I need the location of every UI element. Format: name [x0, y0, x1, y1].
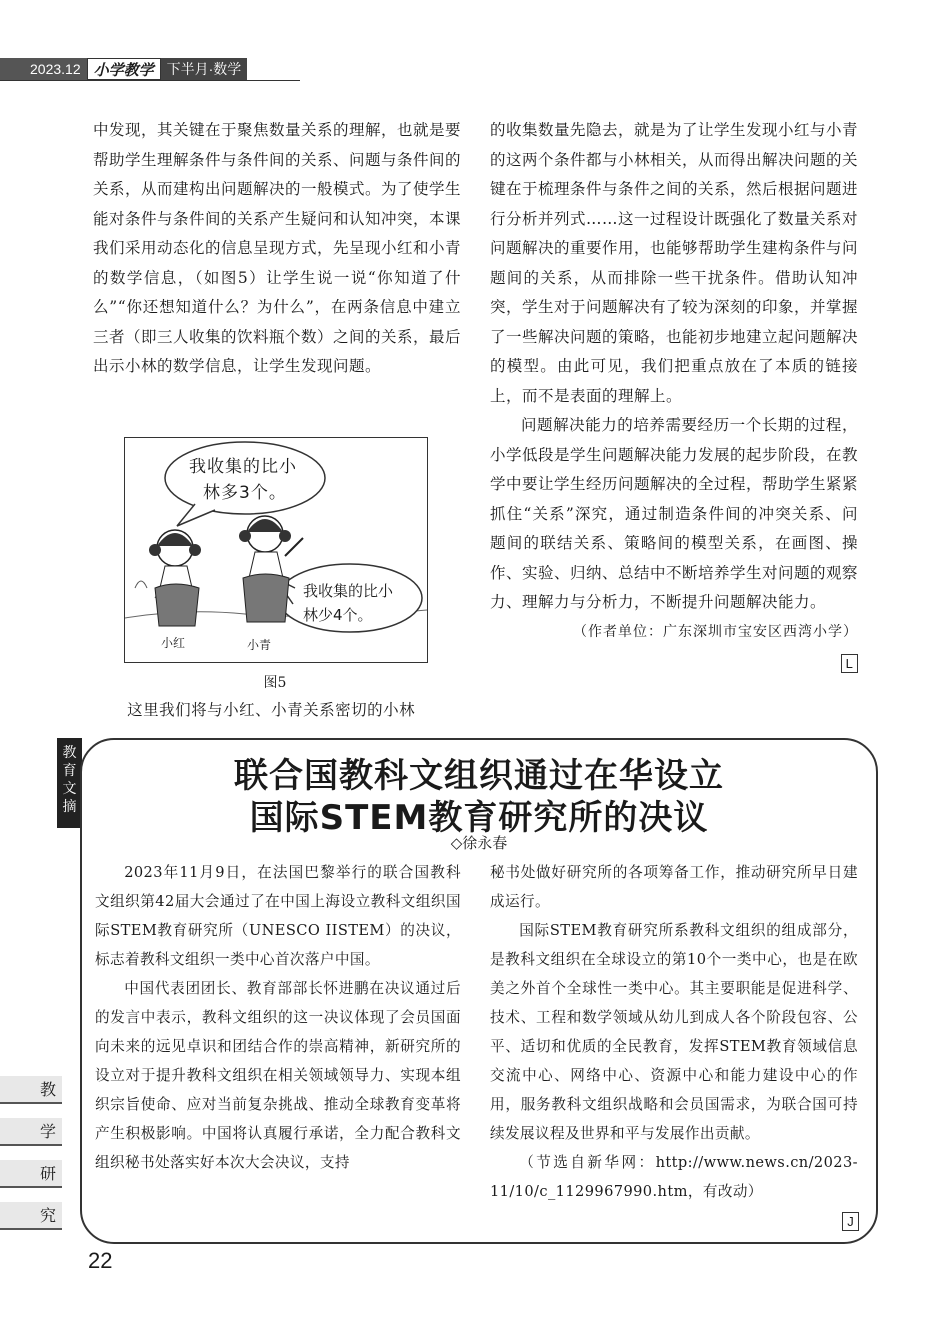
- tab-char: 教: [62, 745, 77, 761]
- digest-paragraph: 2023年11月9日，在法国巴黎举行的联合国教科文组织第42届大会通过了在中国上海设立教科文组织国际STEM教育研究所（UNESCO IISTEM）的决议，标志着教科文组织一类中心首次落户中国。: [95, 864, 461, 968]
- sidebar-label-yan: 研: [0, 1160, 62, 1188]
- digest-title-line1: 联合国教科文组织通过在华设立: [234, 756, 724, 796]
- header-magazine-name: 小学教学: [87, 58, 161, 80]
- page-number: 22: [88, 1248, 113, 1273]
- digest-source: （节选自新华网：http://www.news.cn/2023-11/10/c_1129967990.htm，有改动）: [490, 1154, 858, 1200]
- digest-left-column: [95, 858, 461, 1177]
- article-paragraph: 问题解决能力的培养需要经历一个长期的过程，小学低段是学生问题解决能力发展的起步阶段，在教学中要让学生经历问题解决的全过程，帮助学生紧紧抓住“关系”深究，通过制造条件间的冲突关系、问题间的联结关系、策略间的模型关系，在画图、操作、实验、归纳、总结中不断培养学生对问题的观察力、理解力与分析力，不断提升问题解决能力。: [490, 416, 859, 611]
- article-paragraph: 中发现，其关键在于聚焦数量关系的理解，也就是要帮助学生理解条件与条件间的关系、问题与条件间的关系，从而建构出问题解决的一般模式。为了使学生能对条件与条件间的关系产生疑问和认知冲突，本课我们采用动态化的信息呈现方式，先呈现小红和小青的数学信息，（如图5）让学生说一说“你知道了什么”“你还想知道什么？为什么”，在两条信息中建立三者（即三人收集的饮料瓶个数）之间的关系，最后出示小林的数学信息，让学生发现问题。: [93, 121, 462, 375]
- digest-right-column: [490, 858, 858, 1206]
- digest-title-line2: 国际STEM教育研究所的决议: [249, 798, 709, 838]
- header-rule: [0, 80, 300, 81]
- article-left-column: [93, 116, 461, 382]
- digest-paragraph: 中国代表团团长、教育部部长怀进鹏在决议通过后的发言中表示，教科文组织的这一决议体现了会员国面向未来的远见卓识和团结合作的崇高精神，新研究所的设立对于提升教科文组织在相关领域领导力、实现本组织宗旨使命、应对当前复杂挑战、推动全球教育变革将产生积极影响。中国将认真履行承诺，全力配合教科文组织秘书处落实好本次大会决议，支持: [95, 980, 461, 1171]
- header-date: 2023.12: [0, 58, 87, 80]
- author-affiliation: （作者单位：广东深圳市宝安区西湾小学）: [573, 623, 858, 640]
- label-xiaohong: 小红: [161, 636, 186, 650]
- figure-5-illustration: [124, 437, 428, 663]
- header-issue: 下半月·数学: [161, 58, 248, 80]
- article-paragraph: 这里我们将与小红、小青关系密切的小林: [127, 701, 416, 719]
- running-header: [0, 58, 247, 80]
- digest-author: ◇徐永春: [450, 834, 508, 852]
- tab-char: 文: [62, 781, 77, 797]
- article-left-tail: [93, 696, 461, 726]
- figure-caption: 图5: [263, 675, 287, 691]
- sidebar-label-xue: 学: [0, 1118, 62, 1146]
- label-xiaoqing: 小青: [247, 638, 272, 652]
- sidebar-label-jiao: 教: [0, 1076, 62, 1104]
- tab-char: 育: [62, 763, 77, 779]
- speech-bubble-1-line1: 我收集的比小: [189, 457, 297, 477]
- digest-paragraph: 国际STEM教育研究所系教科文组织的组成部分，是教科文组织在全球设立的第10个一类中心，也是在欧美之外首个全球性一类中心。其主要职能是促进科学、技术、工程和数学领域从幼儿到成人各个阶段包容、公平、适切和优质的全民教育，发挥STEM教育领域信息交流中心、网络中心、资源中心和能力建设中心的作用，服务教科文组织战略和会员国需求，为联合国可持续发展议程及世界和平与发展作出贡献。: [490, 922, 858, 1142]
- digest-end-mark: J: [842, 1212, 859, 1231]
- sidebar-label-jiu: 究: [0, 1202, 62, 1230]
- end-mark: L: [841, 654, 858, 673]
- section-tab-education-digest: [57, 738, 82, 828]
- digest-paragraph: 秘书处做好研究所的各项筹备工作，推动研究所早日建成运行。: [490, 864, 858, 910]
- speech-bubble-2-line2: 林少4个。: [303, 606, 373, 624]
- speech-bubble-1-line2: 林多3个。: [203, 483, 287, 503]
- article-paragraph: 的收集数量先隐去，就是为了让学生发现小红与小青的这两个条件都与小林相关，从而得出解决问题的关键在于梳理条件与条件之间的关系，然后根据问题进行分析并列式……这一过程设计既强化了数量关系对问题解决的重要作用，也能够帮助学生建构条件与问题间的关系，从而排除一些干扰条件。借助认知冲突，学生对于问题解决有了较为深刻的印象，并掌握了一些解决问题的策略，也能初步地建立起问题解决的模型。由此可见，我们把重点放在了本质的链接上，而不是表面的理解上。: [490, 121, 859, 405]
- tab-char: 摘: [62, 799, 77, 815]
- article-right-column: [490, 116, 858, 679]
- speech-bubble-2-line1: 我收集的比小: [303, 582, 394, 600]
